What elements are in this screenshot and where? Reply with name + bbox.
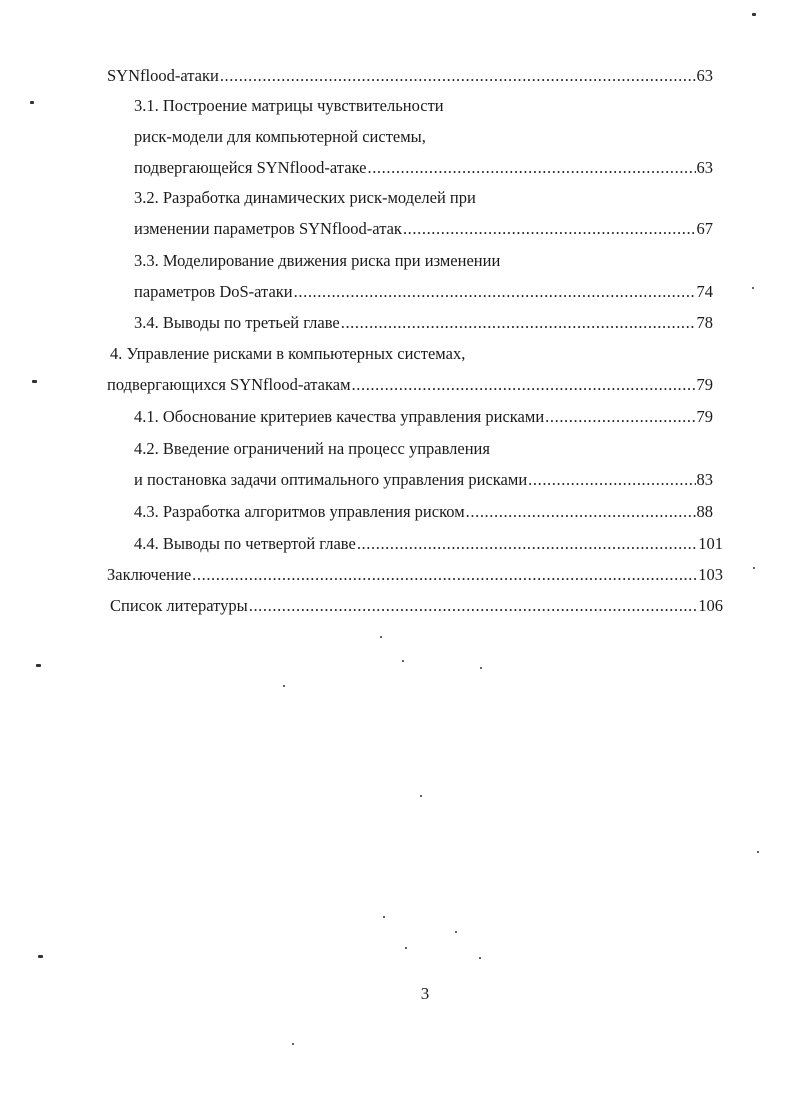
scan-speck bbox=[38, 955, 43, 958]
toc-entry bbox=[107, 374, 713, 396]
scan-speck bbox=[383, 916, 385, 918]
scan-speck bbox=[380, 636, 382, 638]
scan-speck bbox=[455, 931, 457, 933]
toc-entry-page: 101 bbox=[698, 534, 723, 553]
scan-speck bbox=[405, 947, 407, 949]
toc-entry-title: 4.1. Обоснование критериев качества управления рисками bbox=[134, 407, 545, 426]
toc-entry-title: изменении параметров SYNflood-атак bbox=[134, 219, 402, 238]
toc-entry bbox=[134, 406, 713, 428]
dot-leader bbox=[220, 65, 696, 87]
toc-entry-text: 4. Управление рисками в компьютерных системах, bbox=[110, 344, 466, 363]
toc-entry-page: 63 bbox=[696, 66, 713, 85]
scan-speck bbox=[752, 287, 754, 289]
toc-entry-title: Заключение bbox=[107, 565, 192, 584]
toc-entry-text: 3.1. Построение матрицы чувствительности bbox=[134, 96, 444, 115]
scan-speck bbox=[753, 567, 755, 569]
toc-entry-title: SYNflood-атаки bbox=[107, 66, 219, 85]
dot-leader bbox=[192, 564, 697, 586]
toc-entry bbox=[134, 157, 713, 179]
toc-entry-text: 3.2. Разработка динамических риск-моделей при bbox=[134, 188, 476, 207]
toc-entry-text: 4.2. Введение ограничений на процесс управления bbox=[134, 439, 490, 458]
toc-entry-title: подвергающейся SYNflood-атаке bbox=[134, 158, 367, 177]
toc-entry-page: 74 bbox=[696, 282, 713, 301]
toc-entry bbox=[107, 65, 713, 87]
scan-speck bbox=[479, 957, 481, 959]
scan-speck bbox=[420, 795, 422, 797]
scan-speck bbox=[480, 667, 482, 669]
scan-speck bbox=[36, 664, 41, 667]
toc-entry-page: 78 bbox=[696, 313, 713, 332]
scan-speck bbox=[32, 380, 37, 383]
toc-entry bbox=[107, 564, 723, 586]
toc-entry-title: параметров DoS-атаки bbox=[134, 282, 293, 301]
toc-entry-page: 67 bbox=[696, 219, 713, 238]
toc-entry-page: 79 bbox=[696, 407, 713, 426]
toc-entry bbox=[134, 533, 723, 555]
page-number: 3 bbox=[420, 984, 430, 1003]
scan-speck bbox=[292, 1043, 294, 1045]
dot-leader bbox=[466, 501, 696, 523]
dot-leader bbox=[403, 218, 696, 240]
toc-entry-title: 4.4. Выводы по четвертой главе bbox=[134, 534, 356, 553]
scan-speck bbox=[402, 660, 404, 662]
scan-speck bbox=[752, 13, 756, 16]
toc-entry-title: подвергающихся SYNflood-атакам bbox=[107, 375, 351, 394]
dot-leader bbox=[352, 374, 696, 396]
toc-entry bbox=[134, 218, 713, 240]
toc-entry-text: 3.3. Моделирование движения риска при изменении bbox=[134, 251, 501, 270]
scan-speck bbox=[30, 101, 34, 104]
toc-entry-page: 79 bbox=[696, 375, 713, 394]
toc-entry bbox=[134, 281, 713, 303]
toc-entry-title: и постановка задачи оптимального управления рисками bbox=[134, 470, 528, 489]
toc-entry-page: 106 bbox=[698, 596, 723, 615]
toc-entry-page: 103 bbox=[698, 565, 723, 584]
dot-leader bbox=[545, 406, 695, 428]
dot-leader bbox=[249, 595, 698, 617]
dot-leader bbox=[357, 533, 697, 555]
toc-entry-title: 4.3. Разработка алгоритмов управления риском bbox=[134, 502, 465, 521]
toc-entry-page: 63 bbox=[696, 158, 713, 177]
dot-leader bbox=[294, 281, 696, 303]
dot-leader bbox=[341, 312, 696, 334]
toc-entry-text: риск-модели для компьютерной системы, bbox=[134, 127, 426, 146]
toc-entry-page: 88 bbox=[696, 502, 713, 521]
toc-entry-page: 83 bbox=[696, 470, 713, 489]
toc-entry-title: Список литературы bbox=[110, 596, 248, 615]
scan-speck bbox=[757, 851, 759, 853]
toc-entry bbox=[134, 501, 713, 523]
dot-leader bbox=[367, 157, 695, 179]
scan-speck bbox=[283, 685, 285, 687]
dot-leader bbox=[528, 469, 695, 491]
toc-entry-title: 3.4. Выводы по третьей главе bbox=[134, 313, 340, 332]
toc-entry bbox=[134, 312, 713, 334]
toc-entry bbox=[110, 595, 723, 617]
toc-entry bbox=[134, 469, 713, 491]
